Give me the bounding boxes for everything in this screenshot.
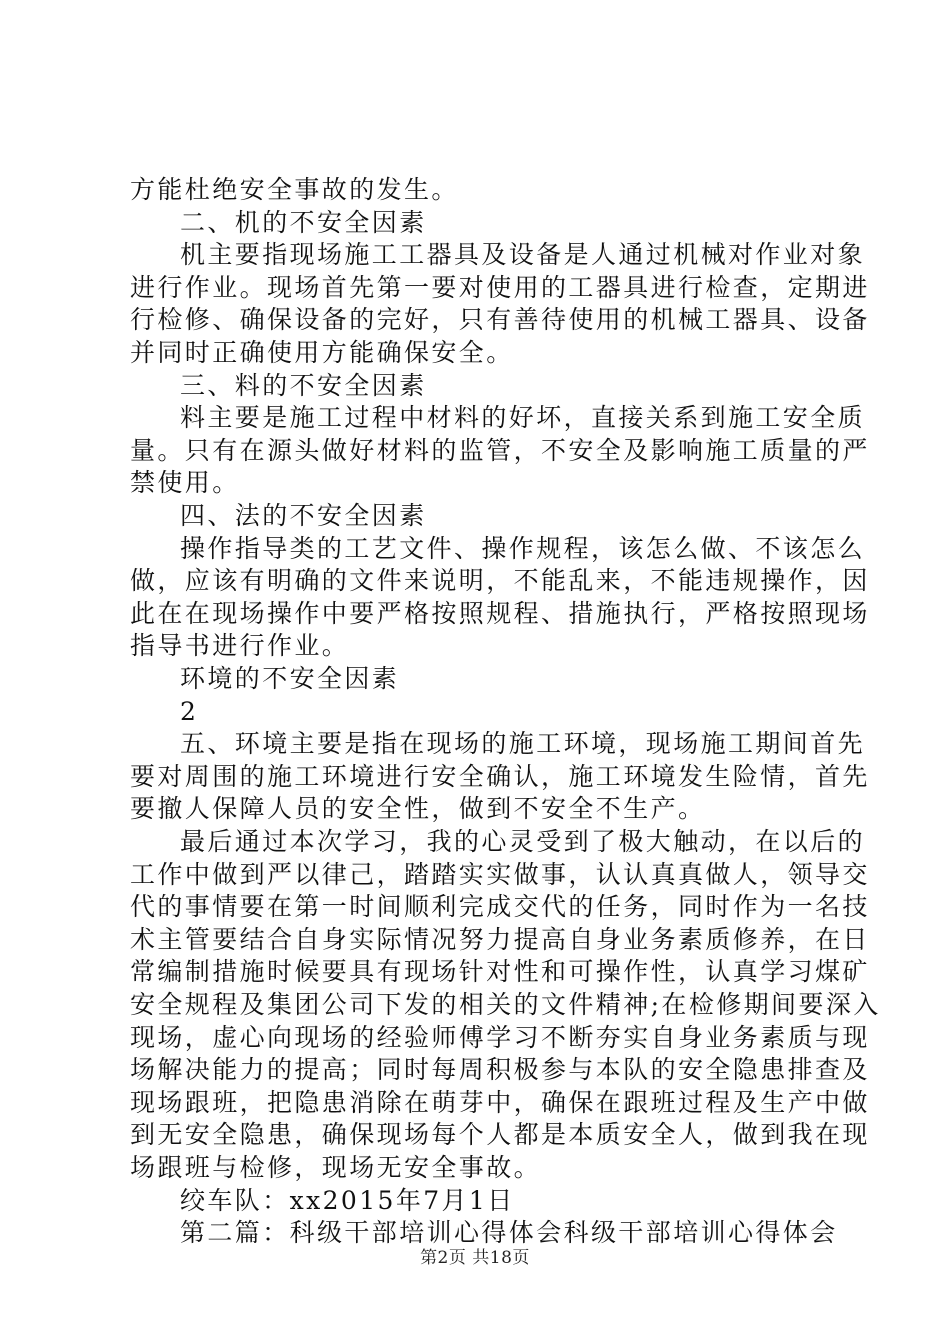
text-line: 场跟班与检修，现场无安全事故。 [130, 1153, 542, 1182]
text-line: 行检修、确保设备的完好，只有善待使用的机械工器具、设备 [130, 305, 870, 334]
page-number-inline: 2 [180, 697, 199, 726]
text-line: 现场，虚心向现场的经验师傅学习不断夯实自身业务素质与现 [130, 1023, 870, 1052]
text-line: 操作指导类的工艺文件、操作规程，该怎么做、不该怎么 [180, 534, 866, 563]
text-line: 场解决能力的提高；同时每周积极参与本队的安全隐患排查及 [130, 1055, 870, 1084]
text-line: 要对周围的施工环境进行安全确认，施工环境发生险情，首先 [130, 762, 870, 791]
text-line: 术主管要结合自身实际情况努力提高自身业务素质修养，在日 [130, 925, 870, 954]
section-heading: 环境的不安全因素 [180, 664, 400, 693]
signature-line: 绞车队：xx2015年7月1日 [180, 1186, 515, 1215]
text-line: 指导书进行作业。 [130, 631, 350, 660]
text-line: 料主要是施工过程中材料的好坏，直接关系到施工安全质 [180, 403, 866, 432]
text-line: 常编制措施时候要具有现场针对性和可操作性，认真学习煤矿 [130, 957, 870, 986]
text-line: 量。只有在源头做好材料的监管，不安全及影响施工质量的严 [130, 436, 870, 465]
text-line: 安全规程及集团公司下发的相关的文件精神;在检修期间要深入 [130, 990, 881, 1019]
text-line: 进行作业。现场首先第一要对使用的工器具进行检查，定期进 [130, 273, 870, 302]
text-line: 到无安全隐患，确保现场每个人都是本质安全人，做到我在现 [130, 1120, 870, 1149]
text-line: 方能杜绝安全事故的发生。 [130, 175, 459, 204]
text-line: 五、环境主要是指在现场的施工环境，现场施工期间首先 [180, 729, 866, 758]
text-line: 要撤人保障人员的安全性，做到不安全不生产。 [130, 794, 706, 823]
section-heading: 四、法的不安全因素 [180, 501, 427, 530]
text-line: 禁使用。 [130, 468, 240, 497]
text-line: 代的事情要在第一时间顺利完成交代的任务，同时作为一名技 [130, 892, 870, 921]
section-heading: 二、机的不安全因素 [180, 208, 427, 237]
text-line: 最后通过本次学习，我的心灵受到了极大触动，在以后的 [180, 827, 866, 856]
section-heading: 三、料的不安全因素 [180, 371, 427, 400]
text-line: 做，应该有明确的文件来说明，不能乱来，不能违规操作，因 [130, 566, 870, 595]
text-line: 机主要指现场施工工器具及设备是人通过机械对作业对象 [180, 240, 866, 269]
page-footer: 第2页 共18页 [420, 1248, 530, 1268]
next-section-title: 第二篇：科级干部培训心得体会科级干部培训心得体会 [180, 1218, 838, 1247]
text-line: 并同时正确使用方能确保安全。 [130, 338, 514, 367]
text-line: 此在在现场操作中要严格按照规程、措施执行，严格按照现场 [130, 599, 870, 628]
text-line: 工作中做到严以律己，踏踏实实做事，认认真真做人，领导交 [130, 860, 870, 889]
text-line: 现场跟班，把隐患消除在萌芽中，确保在跟班过程及生产中做 [130, 1088, 870, 1117]
